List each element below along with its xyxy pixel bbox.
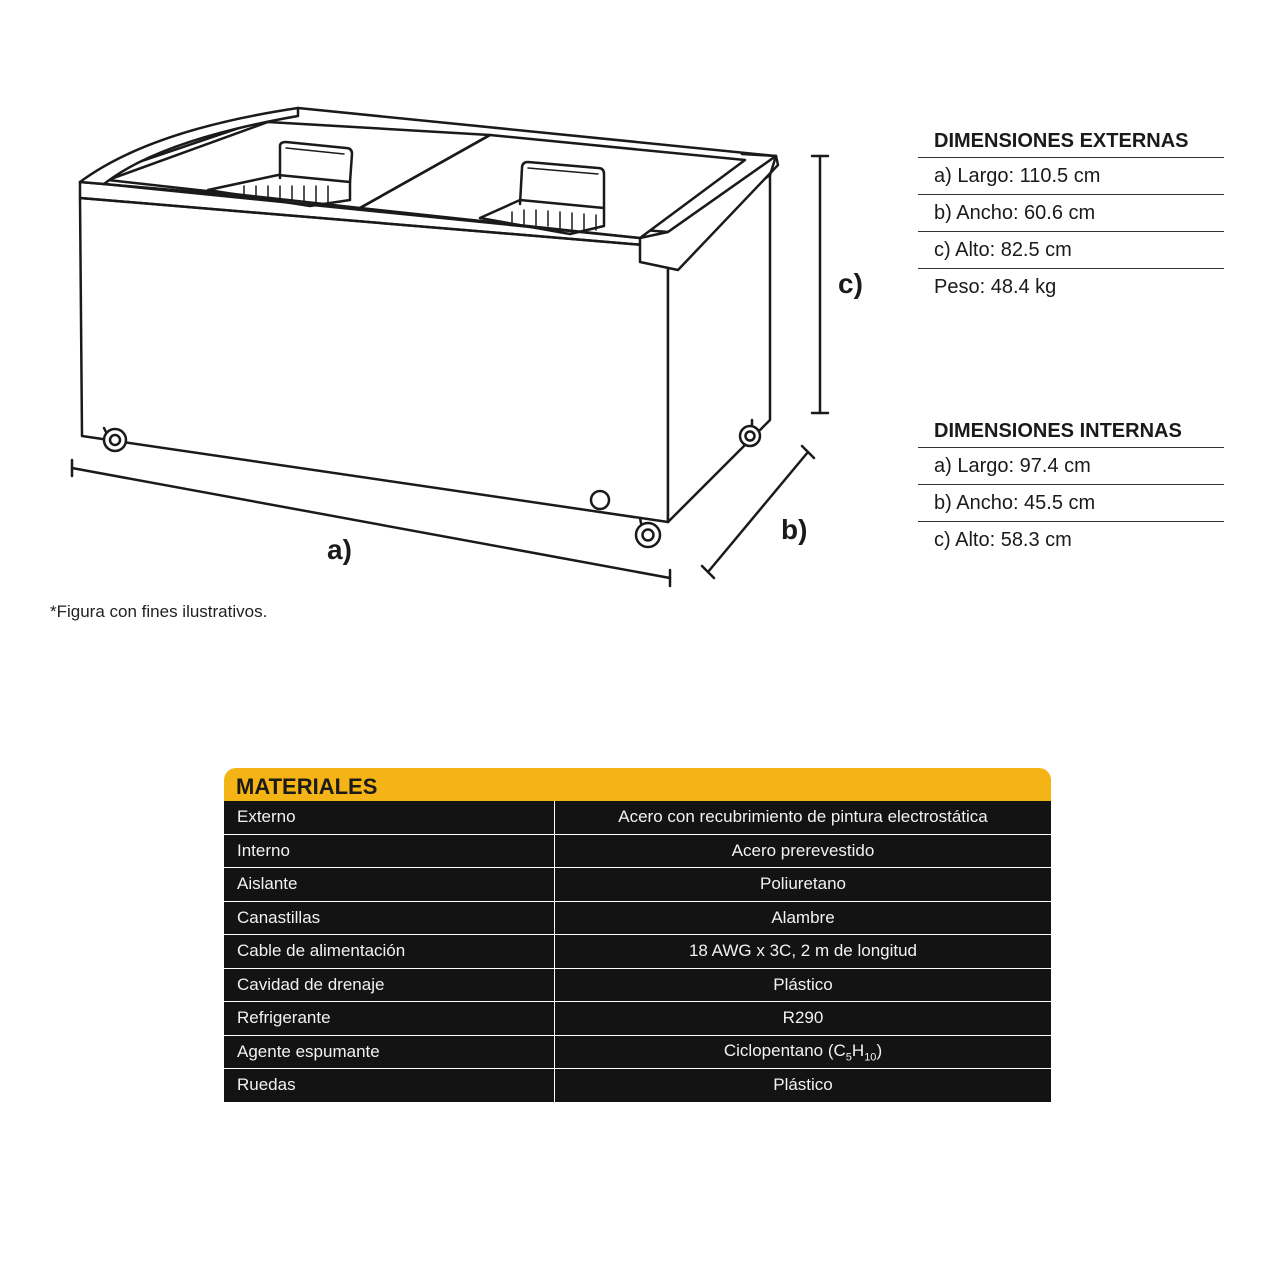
material-value: Poliuretano — [555, 868, 1052, 902]
materials-title: MATERIALES — [224, 768, 1051, 801]
dimension-label-a: a) — [327, 534, 352, 565]
material-key: Cable de alimentación — [224, 935, 555, 969]
material-value: Acero prerevestido — [555, 834, 1052, 868]
caster-front-right — [636, 518, 660, 547]
formula-text: Ciclopentano (C — [723, 1040, 846, 1060]
internal-row-length: a) Largo: 97.4 cm — [918, 448, 1224, 485]
table-row — [224, 834, 1051, 868]
formula-sub-hydrogen: 10 — [864, 1050, 877, 1063]
material-key: Externo — [224, 801, 555, 834]
table-row — [224, 1002, 1051, 1036]
footnote: *Figura con fines ilustrativos. — [50, 602, 268, 621]
internal-row-height: c) Alto: 58.3 cm — [934, 529, 1072, 551]
dimension-line-c — [812, 156, 828, 413]
material-key: Agente espumante — [224, 1035, 555, 1069]
table-row — [224, 968, 1051, 1002]
material-value: Alambre — [555, 901, 1052, 935]
formula-hydrogen: H — [851, 1040, 865, 1060]
external-row-weight: Peso: 48.4 kg — [934, 276, 1057, 298]
freezer-front-face — [80, 198, 668, 522]
drain-port — [591, 491, 609, 509]
dimension-label-b: b) — [781, 514, 808, 545]
external-row-length: a) Largo: 110.5 cm — [918, 158, 1224, 195]
materials-table — [224, 768, 1051, 1102]
table-row — [224, 901, 1051, 935]
external-row-width: b) Ancho: 60.6 cm — [918, 195, 1224, 232]
material-value-formula — [555, 1035, 1052, 1069]
table-row — [224, 935, 1051, 969]
material-value: Plástico — [555, 968, 1052, 1002]
internal-dimensions — [918, 419, 1224, 558]
material-key: Canastillas — [224, 901, 555, 935]
material-key: Ruedas — [224, 1069, 555, 1102]
material-key: Refrigerante — [224, 1002, 555, 1036]
table-row — [224, 1069, 1051, 1102]
dimension-label-c: c) — [838, 268, 863, 299]
internal-dimensions-title: DIMENSIONES INTERNAS — [918, 419, 1224, 448]
material-value: Acero con recubrimiento de pintura electrostática — [555, 801, 1052, 834]
caster-front-left — [104, 428, 126, 451]
material-key: Cavidad de drenaje — [224, 968, 555, 1002]
table-row — [224, 868, 1051, 902]
external-row-height: c) Alto: 82.5 cm — [918, 232, 1224, 269]
table-row — [224, 1035, 1051, 1069]
material-key: Aislante — [224, 868, 555, 902]
material-key: Interno — [224, 834, 555, 868]
external-dimensions — [918, 129, 1224, 305]
material-value: 18 AWG x 3C, 2 m de longitud — [555, 935, 1052, 969]
materials-grid — [224, 801, 1051, 1102]
internal-row-width: b) Ancho: 45.5 cm — [918, 485, 1224, 522]
material-value: R290 — [555, 1002, 1052, 1036]
formula-sub-carbon: 5 — [845, 1050, 852, 1063]
formula-close: ) — [876, 1040, 883, 1060]
table-row — [224, 801, 1051, 834]
external-dimensions-title: DIMENSIONES EXTERNAS — [918, 129, 1224, 158]
material-value: Plástico — [773, 1075, 833, 1095]
